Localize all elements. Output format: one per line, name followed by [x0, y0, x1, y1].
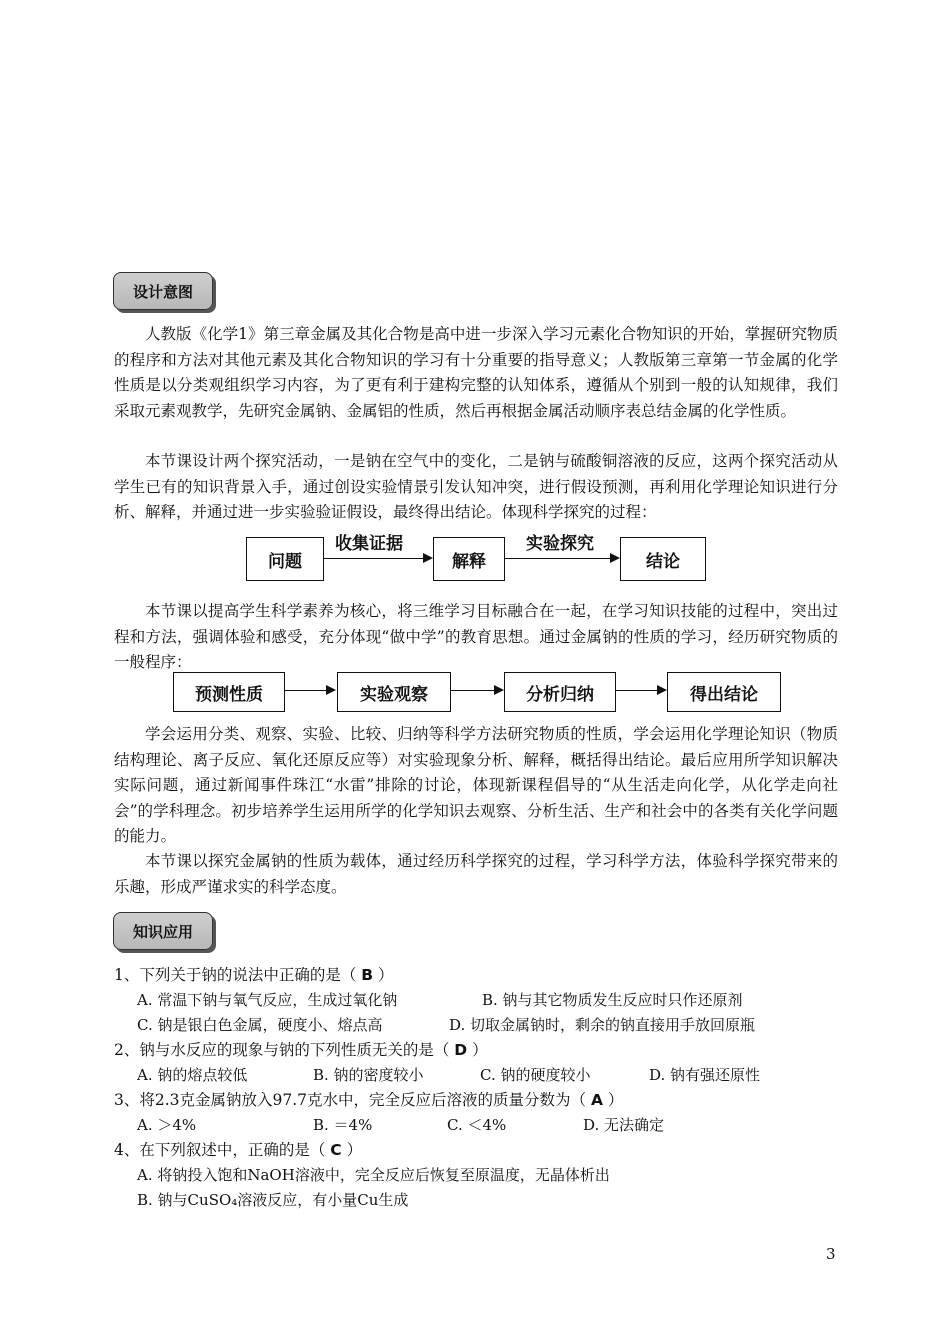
flow1-arrow-2: [504, 558, 618, 559]
answer-1: B: [361, 966, 374, 984]
q3-option-d: D. 无法确定: [583, 1116, 665, 1134]
flow2-box-analyze: 分析归纳: [504, 672, 616, 712]
answer-2: D: [454, 1041, 468, 1059]
flow1-box-question: 问题: [246, 537, 324, 581]
q2-option-c: C. 钠的硬度较小: [480, 1066, 591, 1084]
q1-option-a: A. 常温下钠与氧气反应，生成过氧化钠: [137, 991, 398, 1009]
q3-option-c: C. ＜4%: [447, 1116, 507, 1134]
q3-option-b: B. ＝4%: [313, 1116, 373, 1134]
q2-option-d: D. 钠有强还原性: [649, 1066, 761, 1084]
question-4: 4、在下列叙述中，正确的是（ C ）: [114, 1141, 363, 1159]
q1-option-b: B. 钠与其它物质发生反应时只作还原剂: [482, 991, 743, 1009]
q1-option-c: C. 钠是银白色金属，硬度小、熔点高: [137, 1016, 383, 1034]
q2-option-a: A. 钠的熔点较低: [137, 1066, 248, 1084]
q4-option-a: A. 将钠投入饱和NaOH溶液中，完全反应后恢复至原温度，无晶体析出: [137, 1166, 610, 1184]
q2-option-b: B. 钠的密度较小: [313, 1066, 424, 1084]
flow2-arrow-3: [615, 690, 665, 691]
flow1-arrow-1: [323, 558, 431, 559]
question-3: 3、将2.3克金属钠放入97.7克水中，完全反应后溶液的质量分数为（ A ）: [114, 1091, 624, 1109]
answer-3: A: [590, 1091, 603, 1109]
paragraph-5: 本节课以探究金属钠的性质为载体，通过经历科学探究的过程，学习科学方法，体验科学探究带来的乐趣，形成严谨求实的科学态度。: [114, 852, 838, 896]
flow2-box-observe: 实验观察: [337, 672, 451, 712]
section-tag-design: 设计意图: [113, 272, 213, 310]
section-tag-application: 知识应用: [113, 912, 213, 950]
flow2-arrow-2: [450, 690, 502, 691]
paragraph-3: 本节课以提高学生科学素养为核心，将三维学习目标融合在一起，在学习知识技能的过程中，突出过程和方法，强调体验和感受，充分体现“做中学”的教育思想。通过金属钠的性质的学习，经历研究物质的一般程序：: [114, 602, 838, 671]
flow1-label-experiment: 实验探究: [526, 534, 594, 554]
answer-4: C: [330, 1141, 342, 1159]
question-2: 2、钠与水反应的现象与钠的下列性质无关的是（ D ）: [114, 1041, 488, 1059]
flow1-box-explain: 解释: [433, 537, 505, 581]
paragraph-2: 本节课设计两个探究活动，一是钠在空气中的变化，二是钠与硫酸铜溶液的反应，这两个探究活动从学生已有的知识背景入手，通过创设实验情景引发认知冲突，进行假设预测，再利用化学理论知识进行分析、解释，并通过进一步实验验证假设，最终得出结论。体现科学探究的过程：: [114, 452, 838, 521]
flow2-box-predict: 预测性质: [173, 672, 285, 712]
flow2-arrow-1: [284, 690, 334, 691]
flow2-box-conclude: 得出结论: [667, 672, 781, 712]
paragraph-1: 人教版《化学1》第三章金属及其化合物是高中进一步深入学习元素化合物知识的开始，掌握研究物质的程序和方法对其他元素及其化合物知识的学习有十分重要的指导意义；人教版第三章第一节金属的化学性质是以分类观组织学习内容，为了更有利于建构完整的认知体系，遵循从个别到一般的认知规律，我们采取元素观教学，先研究金属钠、金属铝的性质，然后再根据金属活动顺序表总结金属的化学性质。: [114, 325, 838, 420]
q4-option-b: B. 钠与CuSO₄溶液反应，有小量Cu生成: [137, 1191, 409, 1209]
flow1-label-collect: 收集证据: [335, 534, 403, 554]
question-1: 1、下列关于钠的说法中正确的是（ B ）: [114, 966, 394, 984]
page-number: 3: [826, 1245, 836, 1263]
q1-option-d: D. 切取金属钠时，剩余的钠直接用手放回原瓶: [449, 1016, 756, 1034]
paragraph-4: 学会运用分类、观察、实验、比较、归纳等科学方法研究物质的性质，学会运用化学理论知识（物质结构理论、离子反应、氧化还原反应等）对实验现象分析、解释，概括得出结论。最后应用所学知识解决实际问题，通过新闻事件珠江“水雷”排除的讨论，体现新课程倡导的“从生活走向化学，从化学走向社会”的学科理念。初步培养学生运用所学的化学知识去观察、分析生活、生产和社会中的各类有关化学问题的能力。: [114, 725, 838, 845]
flow1-box-conclusion: 结论: [620, 537, 706, 581]
q3-option-a: A. ＞4%: [137, 1116, 197, 1134]
